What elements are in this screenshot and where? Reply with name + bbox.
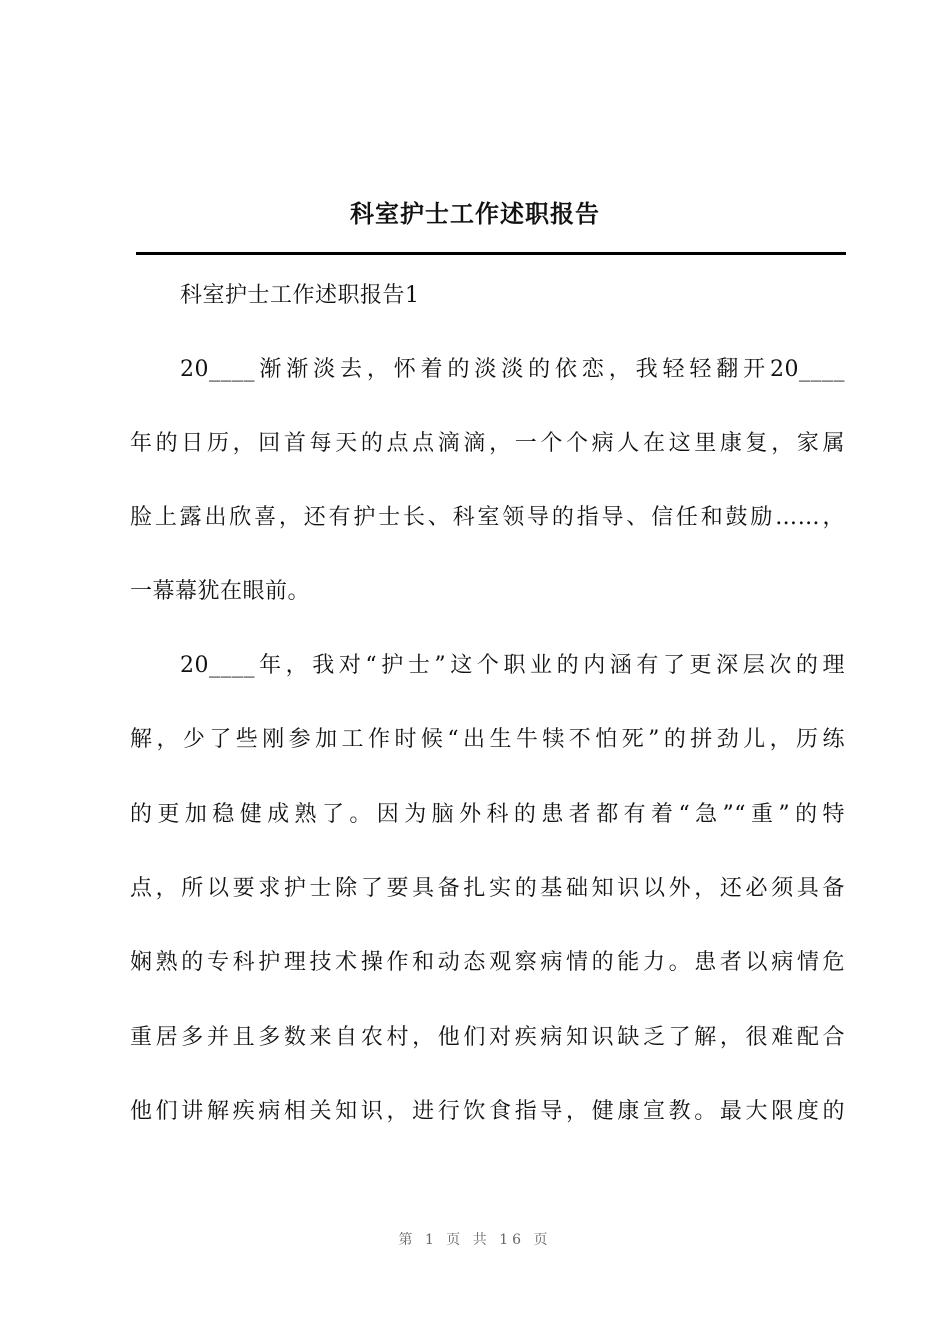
paragraph-line: 一幕幕犹在眼前。: [130, 579, 311, 604]
paragraph-line: 解，少了些刚参加工作时候“出生牛犊不怕死”的拼劲儿，历练: [130, 727, 845, 752]
paragraph-line: 的更加稳健成熟了。因为脑外科的患者都有着“急”“重”的特: [130, 802, 845, 827]
document-title: 科室护士工作述职报告: [350, 199, 600, 228]
paragraph-line: 他们讲解疾病相关知识，进行饮食指导，健康宣教。最大限度的: [130, 1099, 845, 1124]
paragraph-line: 脸上露出欣喜，还有护士长、科室领导的指导、信任和鼓励……，: [130, 505, 845, 530]
paragraph-line: 点，所以要求护士除了要具备扎实的基础知识以外，还必须具备: [130, 876, 845, 901]
paragraph-line: 20____渐渐淡去，怀着的淡淡的依恋，我轻轻翻开20____: [180, 357, 845, 382]
section-heading: 科室护士工作述职报告1: [180, 283, 420, 308]
page-number-footer: 第 1 页 共 16 页: [398, 1232, 552, 1248]
paragraph-line: 重居多并且多数来自农村，他们对疾病知识缺乏了解，很难配合: [130, 1025, 845, 1050]
paragraph-line: 年的日历，回首每天的点点滴滴，一个个病人在这里康复，家属: [130, 431, 845, 456]
paragraph-line: 娴熟的专科护理技术操作和动态观察病情的能力。患者以病情危: [130, 950, 845, 975]
paragraph-line: 20____年，我对“护士”这个职业的内涵有了更深层次的理: [180, 653, 845, 678]
title-divider: [136, 252, 846, 255]
